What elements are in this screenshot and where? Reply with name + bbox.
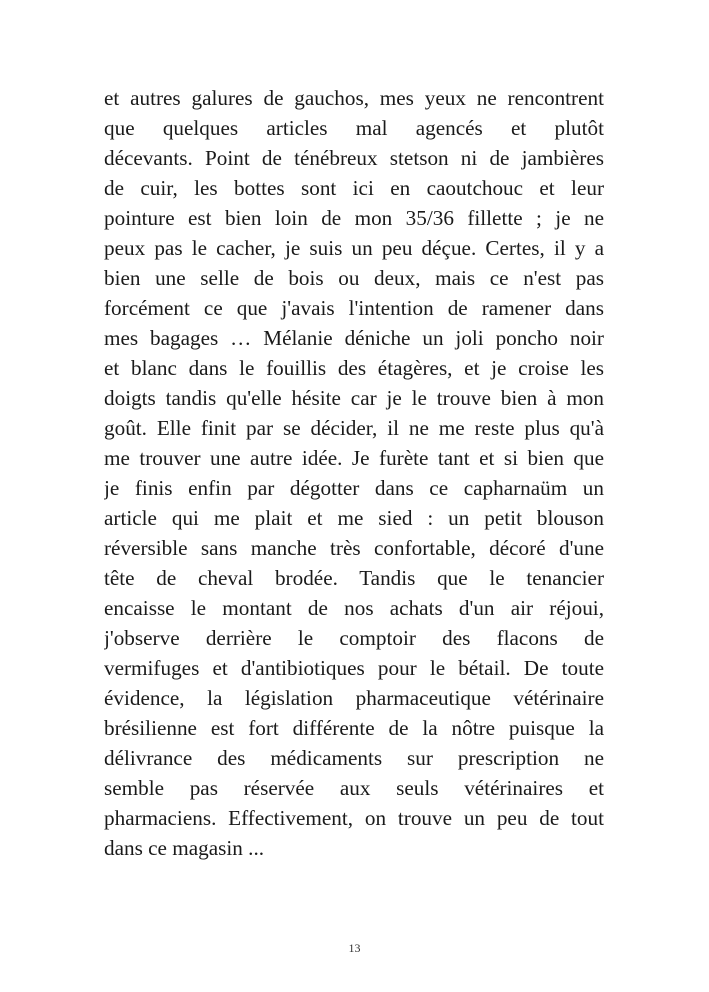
text-line: et autres galures de gauchos, mes yeux ne rencontrent — [104, 86, 604, 110]
text-line: bien une selle de bois ou deux, mais ce n'est pas — [104, 266, 604, 290]
page-number: 13 — [348, 941, 361, 955]
text-line: de cuir, les bottes sont ici en caoutchouc et leur — [104, 176, 604, 200]
text-line: j'observe derrière le comptoir des flacons de — [104, 626, 604, 650]
text-line: réversible sans manche très confortable, décoré d'une — [104, 536, 604, 560]
text-line: brésilienne est fort différente de la nôtre puisque la — [104, 716, 604, 740]
text-line: doigts tandis qu'elle hésite car je le trouve bien à mon — [104, 386, 604, 410]
body-text — [104, 83, 604, 863]
text-line: que quelques articles mal agencés et plutôt — [104, 116, 604, 140]
text-line: forcément ce que j'avais l'intention de ramener dans — [104, 296, 604, 320]
text-line: décevants. Point de ténébreux stetson ni de jambières — [104, 146, 604, 170]
text-line: semble pas réservée aux seuls vétérinaires et — [104, 776, 604, 800]
text-line: et blanc dans le fouillis des étagères, et je croise les — [104, 356, 604, 380]
text-line: me trouver une autre idée. Je furète tant et si bien que — [104, 446, 604, 470]
text-line: encaisse le montant de nos achats d'un air réjoui, — [104, 596, 604, 620]
text-line: délivrance des médicaments sur prescription ne — [104, 746, 604, 770]
text-line: pointure est bien loin de mon 35/36 fillette ; je ne — [104, 206, 604, 230]
text-line: goût. Elle finit par se décider, il ne me reste plus qu'à — [104, 416, 604, 440]
text-line: dans ce magasin ... — [104, 836, 265, 860]
text-line: tête de cheval brodée. Tandis que le tenancier — [104, 566, 604, 590]
text-line: je finis enfin par dégotter dans ce capharnaüm un — [104, 476, 604, 500]
text-line: évidence, la législation pharmaceutique vétérinaire — [104, 686, 604, 710]
text-line: vermifuges et d'antibiotiques pour le bétail. De toute — [104, 656, 604, 680]
text-line: mes bagages … Mélanie déniche un joli poncho noir — [104, 326, 604, 350]
text-line: pharmaciens. Effectivement, on trouve un peu de tout — [104, 806, 604, 830]
text-line: peux pas le cacher, je suis un peu déçue. Certes, il y a — [104, 236, 604, 260]
text-line: article qui me plait et me sied : un petit blouson — [104, 506, 604, 530]
